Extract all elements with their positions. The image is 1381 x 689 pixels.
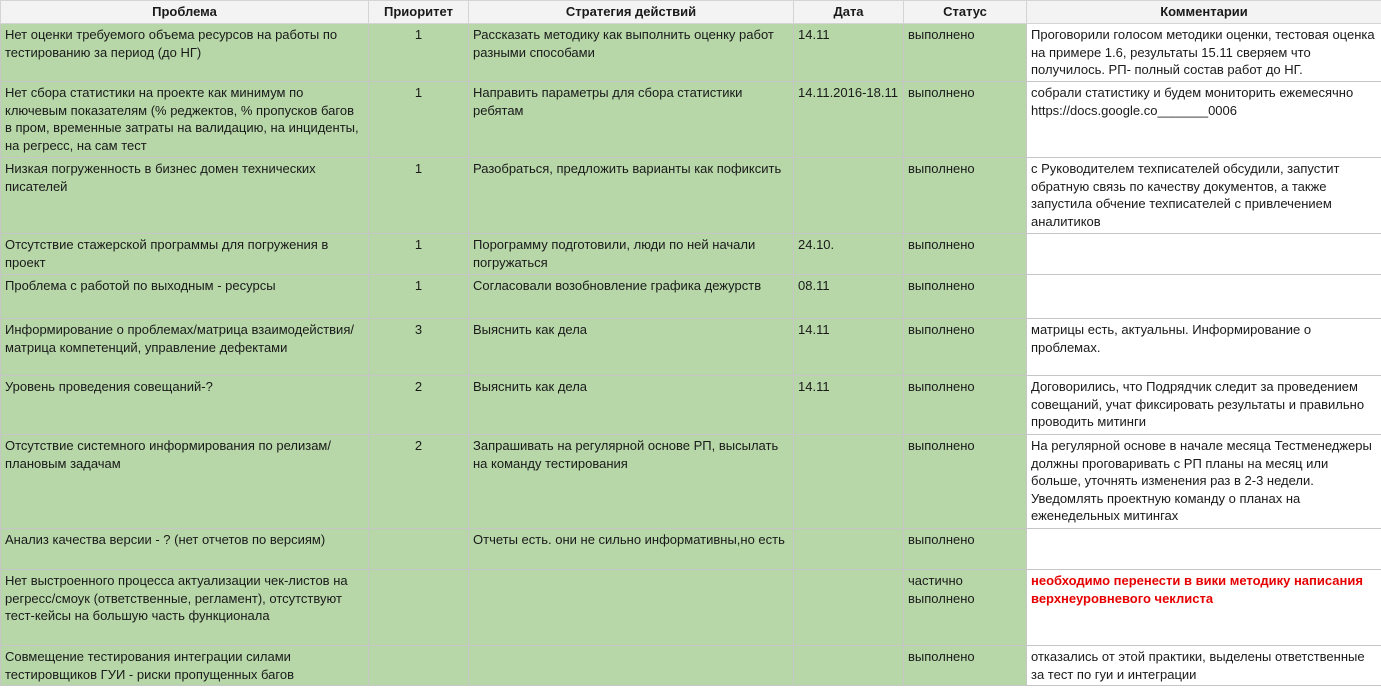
cell-problem[interactable]: Отсутствие стажерской программы для погружения в проект — [1, 234, 369, 275]
header-date[interactable]: Дата — [794, 1, 904, 24]
cell-problem[interactable]: Совмещение тестирования интеграции силами тестировщиков ГУИ - риски пропущенных багов — [1, 646, 369, 686]
cell-status[interactable]: выполнено — [904, 646, 1027, 686]
table-row — [1, 529, 1381, 570]
cell-priority[interactable]: 1 — [369, 24, 469, 82]
cell-strategy[interactable]: Согласовали возобновление графика дежурств — [469, 275, 794, 319]
cell-strategy[interactable]: Разобраться, предложить варианты как пофиксить — [469, 158, 794, 234]
cell-status[interactable]: выполнено — [904, 158, 1027, 234]
cell-problem[interactable]: Нет оценки требуемого объема ресурсов на работы по тестированию за период (до НГ) — [1, 24, 369, 82]
cell-comment[interactable]: Проговорили голосом методики оценки, тестовая оценка на примере 1.6, результаты 15.11 сверяем что получилось. РП- полный состав работ до НГ. — [1027, 24, 1381, 82]
cell-date[interactable] — [794, 158, 904, 234]
header-strategy[interactable]: Стратегия действий — [469, 1, 794, 24]
cell-status[interactable]: выполнено — [904, 234, 1027, 275]
cell-date[interactable] — [794, 570, 904, 646]
cell-priority[interactable]: 1 — [369, 158, 469, 234]
cell-priority[interactable]: 1 — [369, 234, 469, 275]
cell-problem[interactable]: Низкая погруженность в бизнес домен технических писателей — [1, 158, 369, 234]
cell-date[interactable] — [794, 646, 904, 686]
cell-priority[interactable]: 2 — [369, 435, 469, 529]
cell-comment[interactable]: отказались от этой практики, выделены ответственные за тест по гуи и интеграции — [1027, 646, 1381, 686]
cell-date[interactable]: 14.11 — [794, 376, 904, 435]
cell-priority[interactable] — [369, 570, 469, 646]
cell-status[interactable]: выполнено — [904, 24, 1027, 82]
header-comments[interactable]: Комментарии — [1027, 1, 1381, 24]
header-priority[interactable]: Приоритет — [369, 1, 469, 24]
cell-comment[interactable] — [1027, 529, 1381, 570]
table-row — [1, 319, 1381, 376]
cell-status[interactable]: частично выполнено — [904, 570, 1027, 646]
cell-problem[interactable]: Анализ качества версии - ? (нет отчетов по версиям) — [1, 529, 369, 570]
cell-priority[interactable] — [369, 646, 469, 686]
cell-date[interactable]: 14.11 — [794, 319, 904, 376]
cell-status[interactable]: выполнено — [904, 529, 1027, 570]
cell-problem[interactable]: Проблема с работой по выходным - ресурсы — [1, 275, 369, 319]
cell-comment[interactable] — [1027, 234, 1381, 275]
header-problem[interactable]: Проблема — [1, 1, 369, 24]
table-row — [1, 376, 1381, 435]
cell-date[interactable] — [794, 529, 904, 570]
table-row — [1, 158, 1381, 234]
cell-comment[interactable]: матрицы есть, актуальны. Информирование о проблемах. — [1027, 319, 1381, 376]
cell-date[interactable]: 08.11 — [794, 275, 904, 319]
cell-strategy[interactable] — [469, 570, 794, 646]
cell-comment[interactable]: Договорились, что Подрядчик следит за проведением совещаний, учат фиксировать результаты и правильно проводить митинги — [1027, 376, 1381, 435]
cell-status[interactable]: выполнено — [904, 376, 1027, 435]
cell-priority[interactable]: 1 — [369, 275, 469, 319]
table-row — [1, 82, 1381, 158]
cell-priority[interactable]: 1 — [369, 82, 469, 158]
cell-problem[interactable]: Отсутствие системного информирования по релизам/плановым задачам — [1, 435, 369, 529]
cell-priority[interactable]: 3 — [369, 319, 469, 376]
cell-strategy[interactable]: Рассказать методику как выполнить оценку работ разными способами — [469, 24, 794, 82]
cell-problem[interactable]: Нет выстроенного процесса актуализации чек-листов на регресс/смоук (ответственные, регламент), отсутствуют тест-кейсы на большую часть функционала — [1, 570, 369, 646]
cell-strategy[interactable]: Запрашивать на регулярной основе РП, высылать на команду тестирования — [469, 435, 794, 529]
table-row — [1, 570, 1381, 646]
cell-strategy[interactable] — [469, 646, 794, 686]
cell-date[interactable]: 24.10. — [794, 234, 904, 275]
table-row — [1, 234, 1381, 275]
table-row — [1, 275, 1381, 319]
cell-status[interactable]: выполнено — [904, 435, 1027, 529]
cell-strategy[interactable]: Выяснить как дела — [469, 319, 794, 376]
table-row — [1, 24, 1381, 82]
header-status[interactable]: Статус — [904, 1, 1027, 24]
table-row — [1, 646, 1381, 686]
cell-problem[interactable]: Информирование о проблемах/матрица взаимодействия/матрица компетенций, управление дефектами — [1, 319, 369, 376]
cell-comment[interactable]: собрали статистику и будем мониторить ежемесячно https://docs.google.co_______0006 — [1027, 82, 1381, 158]
cell-strategy[interactable]: Порограмму подготовили, люди по ней начали погружаться — [469, 234, 794, 275]
header-row — [1, 1, 1381, 24]
cell-priority[interactable]: 2 — [369, 376, 469, 435]
cell-problem[interactable]: Нет сбора статистики на проекте как минимум по ключевым показателям (% реджектов, % пропусков багов в пром, временные затраты на валидацию, на инциденты, на регресс, на сам тест — [1, 82, 369, 158]
cell-strategy[interactable]: Выяснить как дела — [469, 376, 794, 435]
cell-comment[interactable]: На регулярной основе в начале месяца Тестменеджеры должны проговаривать с РП планы на месяц или больше, уточнять изменения раз в 2-3 недели. Уведомлять проектную команду о планах на еженедельных митингах — [1027, 435, 1381, 529]
cell-date[interactable] — [794, 435, 904, 529]
cell-strategy[interactable]: Отчеты есть. они не сильно информативны,но есть — [469, 529, 794, 570]
cell-status[interactable]: выполнено — [904, 275, 1027, 319]
cell-comment[interactable] — [1027, 275, 1381, 319]
cell-status[interactable]: выполнено — [904, 82, 1027, 158]
cell-status[interactable]: выполнено — [904, 319, 1027, 376]
cell-date[interactable]: 14.11 — [794, 24, 904, 82]
cell-problem[interactable]: Уровень проведения совещаний-? — [1, 376, 369, 435]
cell-comment[interactable]: с Руководителем техписателей обсудили, запустит обратную связь по качеству документов, а также запустила обчение техписателей с привлечением аналитиков — [1027, 158, 1381, 234]
cell-strategy[interactable]: Направить параметры для сбора статистики ребятам — [469, 82, 794, 158]
cell-comment[interactable]: необходимо перенести в вики методику написания верхнеуровневого чеклиста — [1027, 570, 1381, 646]
cell-priority[interactable] — [369, 529, 469, 570]
cell-date[interactable]: 14.11.2016-18.11 — [794, 82, 904, 158]
table-row — [1, 435, 1381, 529]
